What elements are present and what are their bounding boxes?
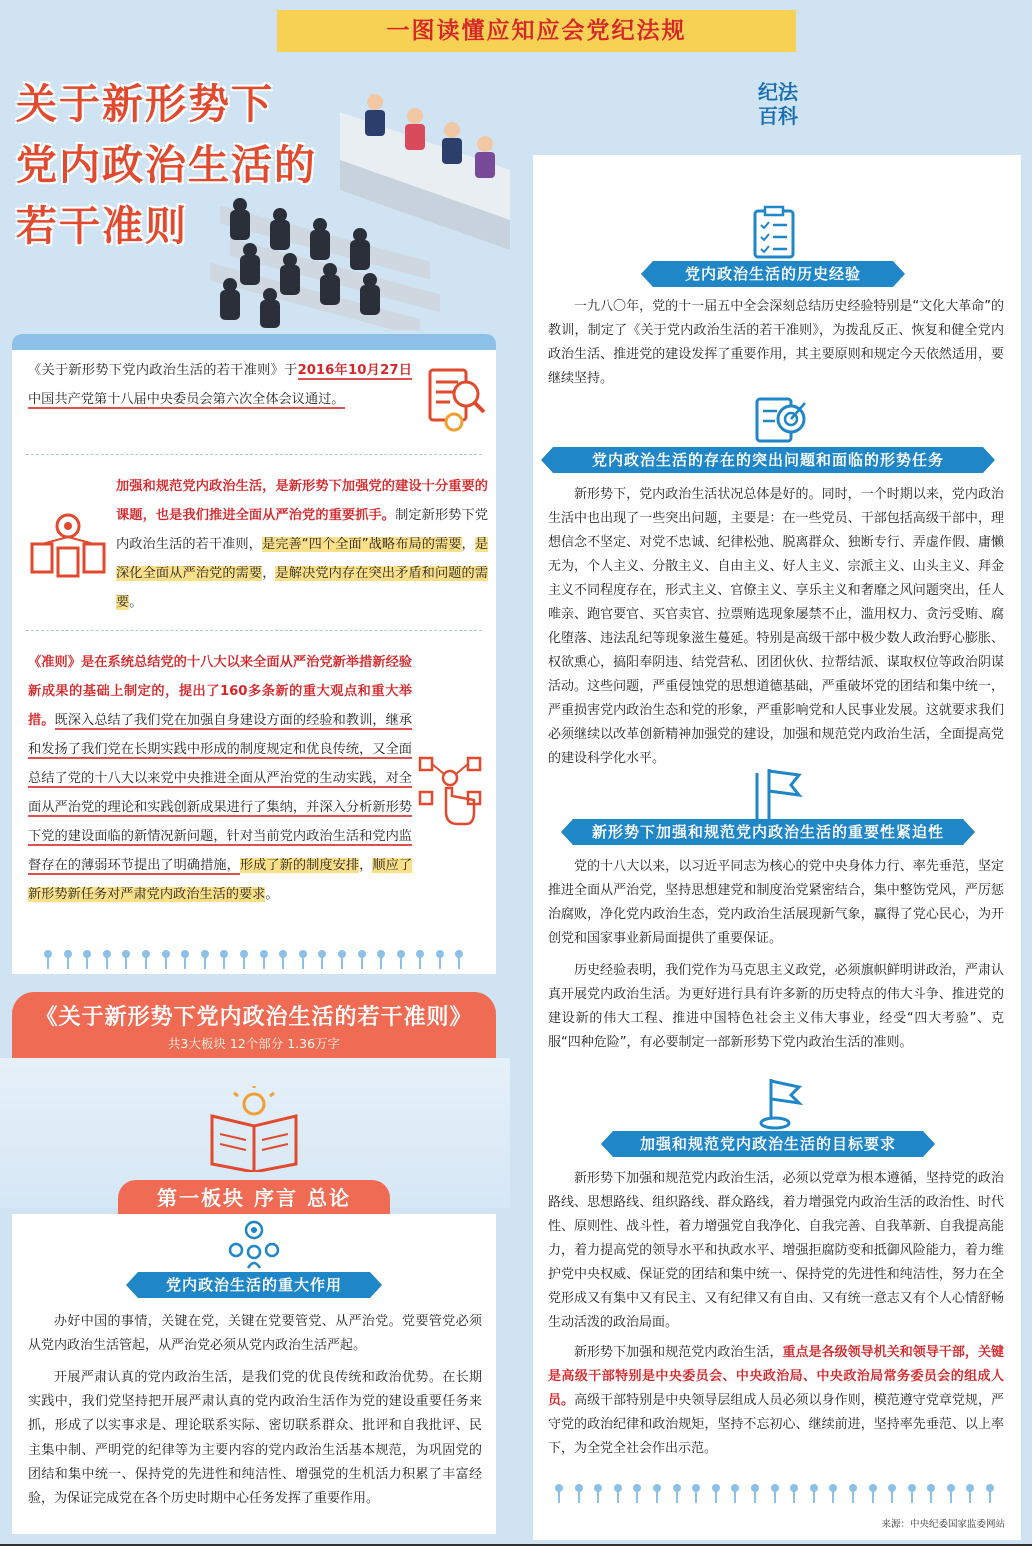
gear-network-icon bbox=[28, 508, 108, 584]
importance-urgency-text-1: 党的十八大以来，以习近平同志为核心的党中央身体力行、率先垂范，坚定推进全面从严治党，坚持思想建党和制度治党紧密结合，集中整饬党风，严厉惩治腐败，净化党内政治生态，党内政治生活展现新气象，赢得了党心民心，为开创党和国家事业新局面提供了重要保证。 bbox=[548, 859, 1004, 946]
section-one-card bbox=[12, 1214, 496, 1534]
historical-experience-text: 一九八〇年，党的十一届五中全会深刻总结历史经验特别是“文化大革命”的教训，制定了《关于党内政治生活的若干准则》，为拨乱反正、恢复和健全党内政治生活、推进党的建设发挥了重要作用，其主要原则和规定今天依然适用，要继续坚持。 bbox=[548, 299, 1004, 386]
ribbon-historical-experience: 党内政治生活的历史经验 bbox=[653, 261, 893, 287]
goals-requirements-text-1: 新形势下加强和规范党内政治生活，必须以党章为根本遵循，坚持党的政治路线、思想路线、组织路线、群众路线，着力增强党内政治生活的政治性、时代性、原则性、战斗性，着力增强党自我净化、自我完善、自我革新、自我提高能力，着力提高党的领导水平和执政水平、增强拒腐防变和抵御风险能力，着力维护党中央权威、保证党的团结和集中统一、保持党的先进性和纯洁性，努力在全党形成又有集中又有民主、又有纪律又有自由、又有统一意志又有个人心情舒畅生动活泼的政治局面。 bbox=[548, 1171, 1004, 1330]
summary-paragraph: 《准则》是在系统总结党的十八大以来全面从严治党新举措新经验新成果的基础上制定的，提出了160多条新的重大观点和重大举措。既深入总结了我们党在加强自身建设方面的经验和教训，继承和发扬了我们党在长期实践中形成的制度规定和优良传统，又全面总结了党的十八大以来党中央推进全面从严治党的生动实践，对全面从严治党的理论和实践创新成果进行了集纳，并深入分析新形势下党的建设面临的新情况新问题，针对当前党内政治生活和党内监督存在的薄弱环节提出了明确措施，形成了新的制度安排，顺应了新形势新任务对严肃党内政治生活的要求。 bbox=[28, 655, 413, 902]
intro-paragraph: 《关于新形势下党内政治生活的若干准则》于2016年10月27日中国共产党第十八届中央委员会第六次全体会议通过。 bbox=[28, 363, 412, 407]
title-line-1: 关于新形势下 bbox=[16, 80, 274, 128]
divider bbox=[26, 454, 482, 455]
major-role-paragraph-2: 开展严肃认真的党内政治生活，是我们党的优良传统和政治优势。在长期实践中，我们党坚持把开展严肃认真的党内政治生活作为党的建设重要任务来抓，形成了以实事求是、理论联系实际、密切联系群众、批评和自我批评、民主集中制、严明党的纪律等为主要内容的党内政治生活基本规范，为巩固党的团结和集中统一、保持党的先进性和纯洁性、增强党的生机活力积累了丰富经验，为保证完成党在各个历史时期中心任务发挥了重要作用。 bbox=[28, 1370, 482, 1507]
touch-network-icon bbox=[416, 752, 486, 832]
major-role-paragraph-1: 办好中国的事情，关键在党，关键在党要管党、从严治党。党要管党必须从党内政治生活管起，从严治党必须从党内政治生活严起。 bbox=[28, 1314, 482, 1354]
flags-icon bbox=[747, 765, 807, 825]
goals-requirements-text-2: 新形势下加强和规范党内政治生活，重点是各级领导机关和领导干部，关键是高级干部特别是中央委员会、中央政治局、中央政治局常务委员会的组成人员。高级干部特别是中央领导层组成人员必须以身作则，模范遵守党章党规，严守党的政治纪律和政治规矩，坚持不忘初心、继续前进，坚持率先垂范、以上率下，为全党全社会作出示范。 bbox=[548, 1345, 1004, 1456]
section-one-title: 第一板块 序言 总论 bbox=[118, 1180, 390, 1216]
team-gear-icon bbox=[226, 1220, 282, 1270]
pin-decoration bbox=[553, 1484, 996, 1506]
meeting-illustration bbox=[200, 60, 520, 330]
card-top-bar bbox=[12, 334, 496, 350]
problems-and-tasks-text: 新形势下，党内政治生活状况总体是好的。同时，一个时期以来，党内政治生活中也出现了一些突出问题，主要是：在一些党员、干部包括高级干部中，理想信念不坚定、对党不忠诚、纪律松弛、脱离群众、独断专行、弄虚作假、庸懒无为，个人主义、分散主义、自由主义、好人主义、宗派主义、山头主义、拜金主义不同程度存在，形式主义、官僚主义、享乐主义和奢靡之风问题突出，任人唯亲、跑官要官、买官卖官、拉票贿选现象屡禁不止，滥用权力、贪污受贿、腐化堕落、违法乱纪等现象滋生蔓延。特别是高级干部中极少数人政治野心膨胀、权欲熏心，搞阳奉阴违、结党营私、团团伙伙、拉帮结派、谋取权位等政治阴谋活动。这些问题，严重侵蚀党的思想道德基础，严重破坏党的团结和集中统一，严重损害党内政治生态和党的形象，严重影响党和人民事业发展。这就要求我们必须继续以改革创新精神加强党的建设，加强和规范党内政治生活，全面提高党的建设科学化水平。 bbox=[548, 487, 1004, 766]
document-title: 《关于新形势下党内政治生活的若干准则》 bbox=[35, 1005, 473, 1030]
top-banner: 一图读懂应知应会党纪法规 bbox=[277, 10, 796, 52]
ribbon-problems-and-tasks: 党内政治生活的存在的突出问题和面临的形势任务 bbox=[553, 447, 983, 473]
open-book-lightbulb-icon bbox=[206, 1086, 302, 1172]
importance-urgency-text-2: 历史经验表明，我们党作为马克思主义政党，必须旗帜鲜明讲政治，严肃认真开展党内政治生活。为更好进行具有许多新的历史特点的伟大斗争、推进党的建设新的伟大工程、推进中国特色社会主义伟大事业，经受“四大考验”、克服“四种危险”，有必要制定一部新形势下党内政治生活的准则。 bbox=[548, 963, 1004, 1050]
bottom-border bbox=[0, 1544, 1032, 1554]
goal-flag-icon bbox=[755, 1075, 805, 1131]
ribbon-goals-requirements: 加强和规范党内政治生活的目标要求 bbox=[613, 1131, 923, 1157]
section-ribbon-major-role: 党内政治生活的重大作用 bbox=[138, 1272, 370, 1298]
right-content-card bbox=[533, 155, 1021, 1540]
document-stats: 共3大板块 12个部分 1.36万字 bbox=[167, 1036, 341, 1051]
importance-paragraph: 加强和规范党内政治生活，是新形势下加强党的建设十分重要的课题，也是我们推进全面从严治党的重要抓手。制定新形势下党内政治生活的若干准则，是完善“四个全面”战略布局的需要，是深化全面从严治党的需要，是解决党内存在突出矛盾和问题的需要。 bbox=[116, 479, 489, 610]
pin-decoration bbox=[42, 950, 465, 972]
divider bbox=[26, 630, 482, 631]
target-clipboard-icon bbox=[753, 391, 809, 445]
title-line-2: 党内政治生活的 bbox=[16, 141, 317, 189]
checklist-icon bbox=[749, 205, 799, 261]
intro-card bbox=[12, 334, 496, 974]
document-magnifier-icon bbox=[420, 364, 490, 434]
jifa-baike-logo: 纪法 百科 bbox=[758, 80, 798, 128]
ribbon-importance-urgency: 新形势下加强和规范党内政治生活的重要性紧迫性 bbox=[573, 819, 963, 845]
document-summary-header bbox=[12, 992, 496, 1058]
adoption-date: 2016年10月27日 bbox=[297, 363, 412, 378]
title-line-3: 若干准则 bbox=[16, 202, 188, 250]
source-credit: 来源：中央纪委国家监委网站 bbox=[881, 1519, 1005, 1530]
